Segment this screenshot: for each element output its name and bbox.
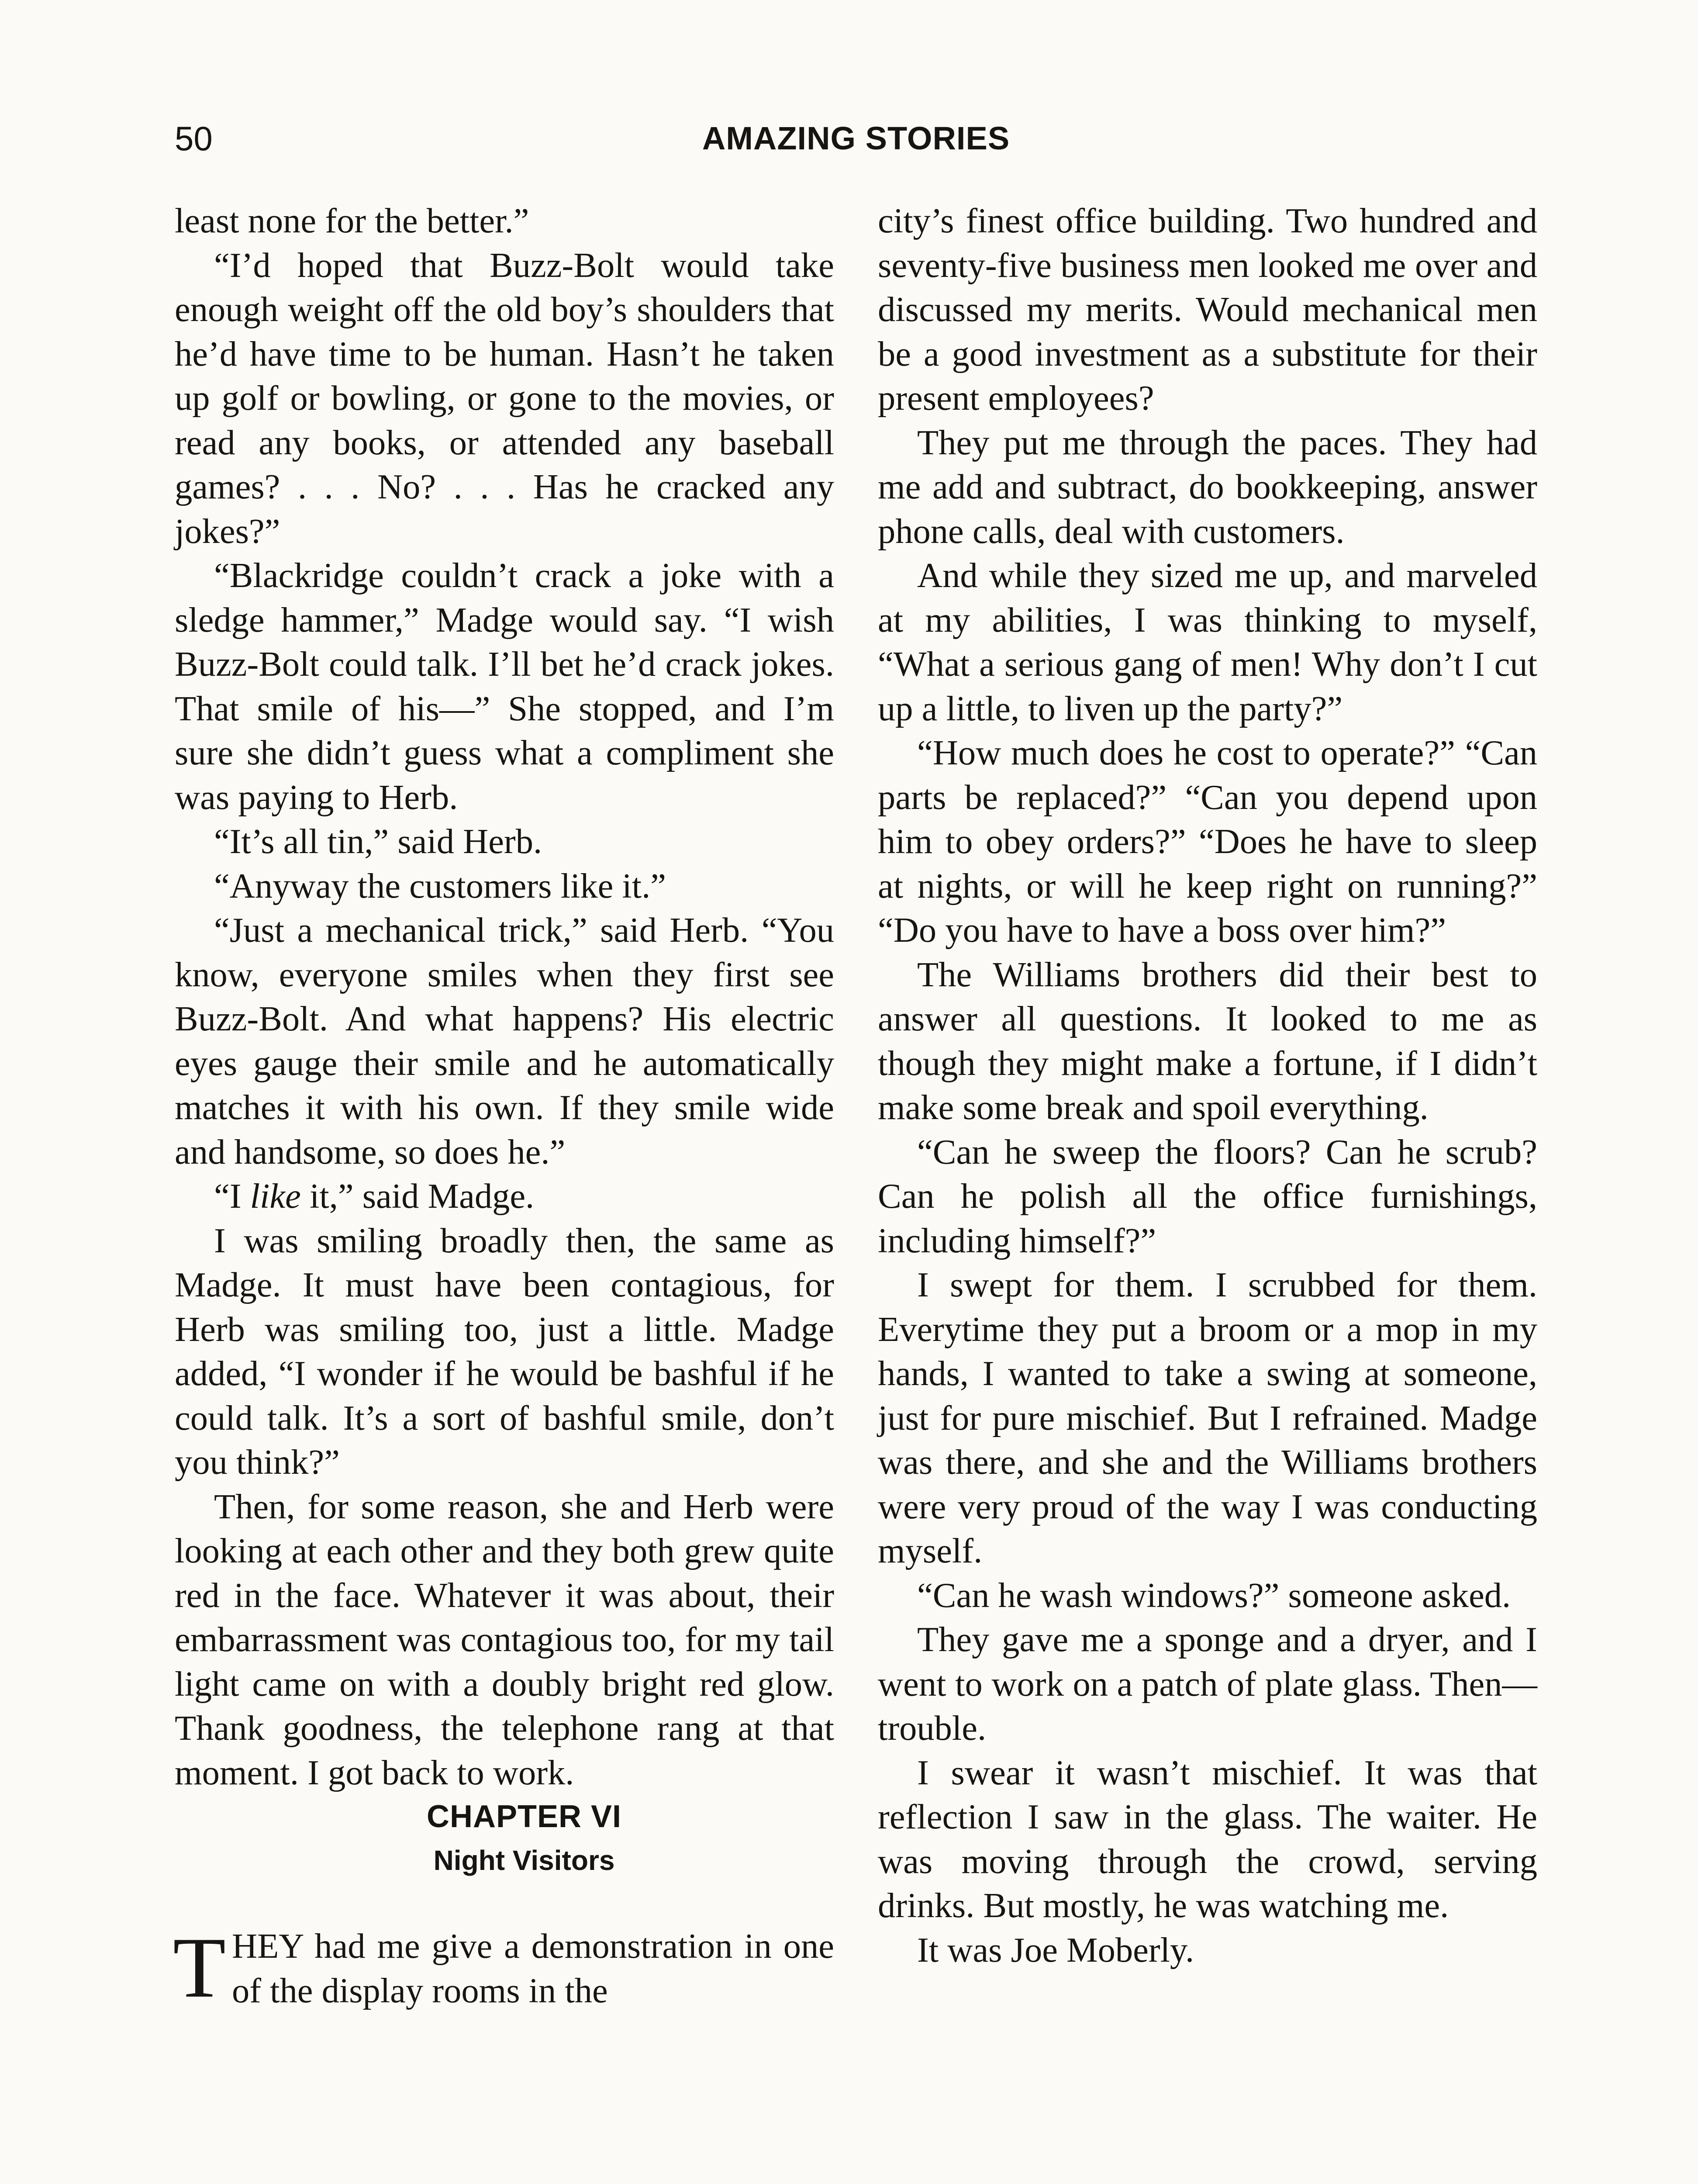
paragraph: I swept for them. I scrubbed for them. Everytime they put a broom or a mop in my hands, I wanted to take a swing at someone, just for pure mischief. But I refrained. Madge was there, and she and the Williams brothers were very proud of the way I was conducting myself. [878,1265,1537,1570]
paragraph: “Can he sweep the floors? Can he scrub? Can he polish all the office furnishings, including himself?” [878,1132,1537,1260]
paragraph-text: it,” said Madge. [300,1177,535,1216]
paragraph: They gave me a sponge and a dryer, and I went to work on a patch of plate glass. Then—trouble. [878,1620,1537,1748]
paragraph-text: HEY had me give a demonstration in one of the display rooms in the [231,1927,834,2010]
paragraph: “Can he wash windows?” someone asked. [917,1576,1511,1615]
paragraph-text: “I [214,1177,250,1216]
paragraph: I swear it wasn’t mischief. It was that reflection I saw in the glass. The waiter. He was moving through the crowd, serving drinks. But mostly, he was watching me. [878,1753,1537,1925]
left-column [175,199,834,2013]
paragraph: least none for the better.” [175,201,529,240]
paragraph: “Blackridge couldn’t crack a joke with a sledge hammer,” Madge would say. “I wish Buzz-Bolt could talk. I’ll bet he’d crack jokes. That smile of his—” She stopped, and I’m sure she didn’t guess what a compliment she was paying to Herb. [175,556,834,817]
paragraph [175,1174,834,1219]
paragraph: It was Joe Moberly. [917,1930,1194,1970]
italic-word: like [250,1177,301,1216]
chapter-opening-paragraph [173,1920,834,2015]
page-header [175,114,1537,162]
right-column [878,199,1537,1972]
paragraph: “I’d hoped that Buzz-Bolt would take enough weight off the old boy’s shoulders that he’d have time to be human. Hasn’t he taken up golf or bowling, or gone to the movies, or read any books, or attended any baseball games? . . . No? . . . Has he cracked any jokes?” [175,245,834,551]
running-head: AMAZING STORIES [702,120,1010,156]
paragraph: city’s finest office building. Two hundred and seventy-five business men looked me over and discussed my merits. Would mechanical men be a good investment as a substitute for their present employees? [878,201,1537,418]
paragraph: “Just a mechanical trick,” said Herb. “You know, everyone smiles when they first see Buzz-Bolt. And what happens? His electric eyes gauge their smile and he automatically matches it with his own. If they smile wide and handsome, so does he.” [175,911,834,1171]
chapter-subtitle: Night Visitors [433,1845,615,1876]
paragraph: The Williams brothers did their best to answer all questions. It looked to me as though they might make a fortune, if I didn’t make some break and spoil everything. [878,955,1537,1127]
chapter-title: CHAPTER VI [426,1799,622,1834]
paragraph: “Anyway the customers like it.” [214,866,666,905]
paragraph: “It’s all tin,” said Herb. [214,822,542,861]
paragraph: “How much does he cost to operate?” “Can parts be replaced?” “Can you depend upon him to obey orders?” “Does he have to sleep at nights, or will he keep right on running?” “Do you have to have a boss over him?” [878,733,1537,950]
paragraph: I was smiling broadly then, the same as Madge. It must have been contagious, for Herb was smiling too, just a little. Madge added, “I wonder if he would be bashful if he could talk. It’s a sort of bashful smile, don’t you think?” [175,1221,834,1482]
paragraph: And while they sized me up, and marveled at my abilities, I was thinking to myself, “What a serious gang of men! Why don’t I cut up a little, to liven up the party?” [878,556,1537,728]
paragraph: They put me through the paces. They had me add and subtract, do bookkeeping, answer phone calls, deal with customers. [878,423,1537,551]
page-number: 50 [175,119,213,158]
paragraph: Then, for some reason, she and Herb were looking at each other and they both grew quite red in the face. Whatever it was about, their embarrassment was contagious too, for my tail light came on with a doubly bright red glow. Thank goodness, the telephone rang at that moment. I got back to work. [175,1487,834,1792]
drop-cap: T [173,1920,226,2015]
